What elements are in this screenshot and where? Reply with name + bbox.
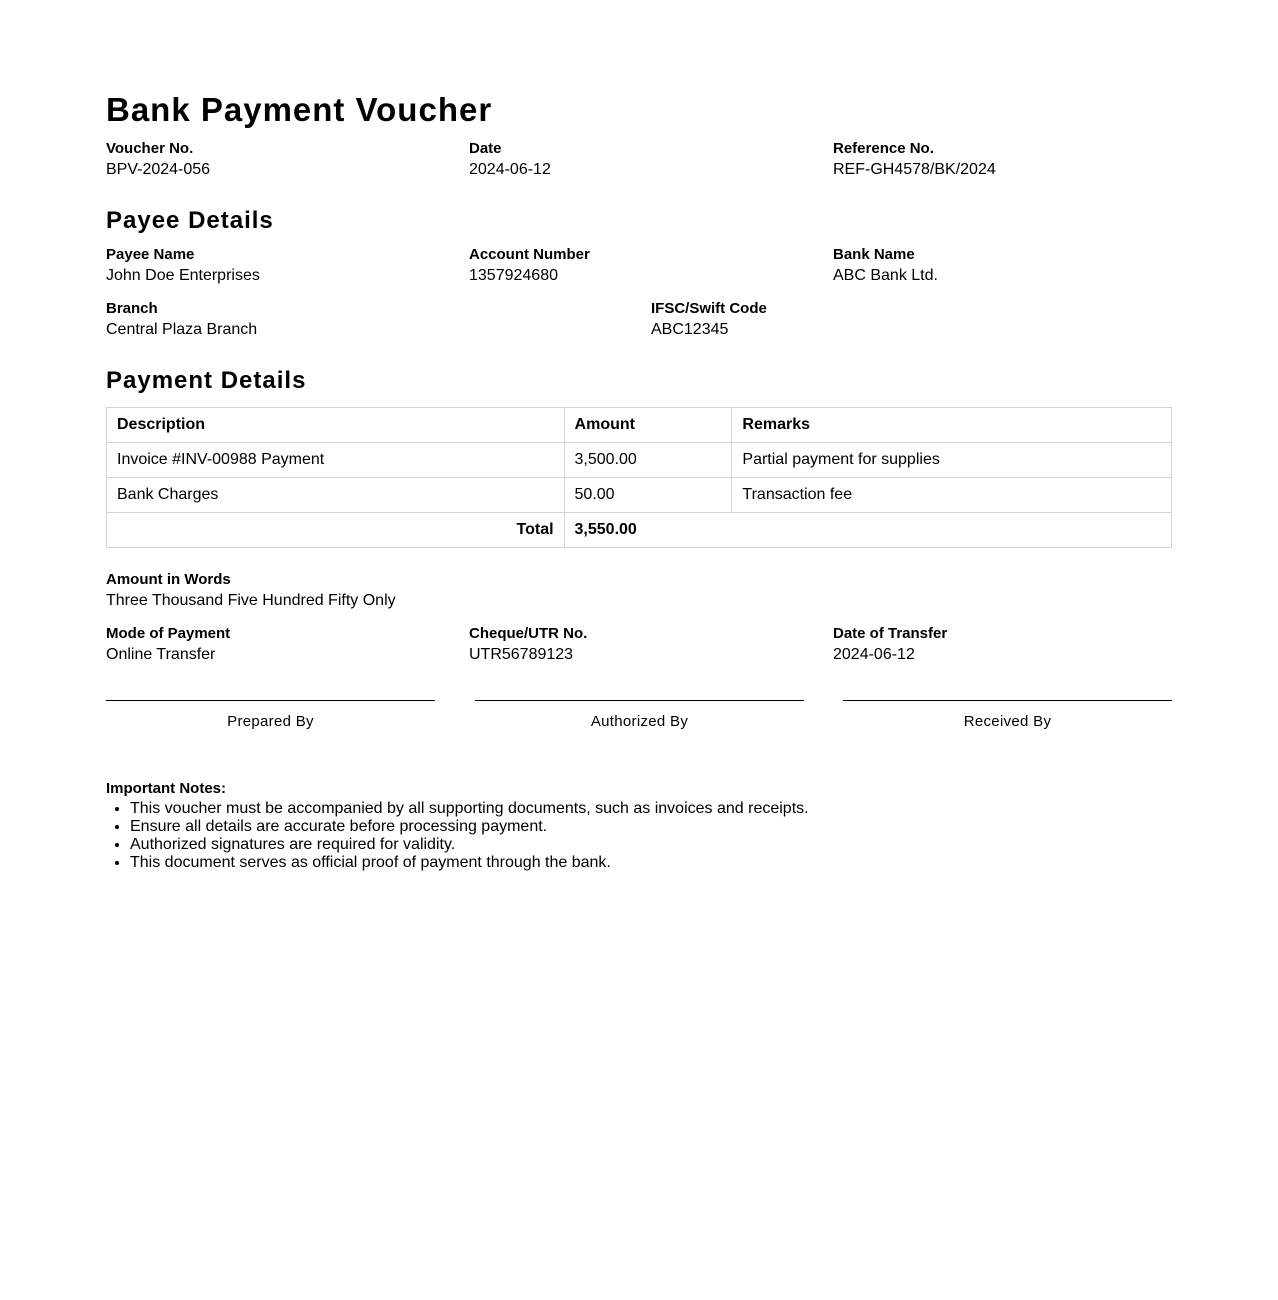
date-label: Date	[469, 140, 502, 157]
important-notes	[106, 780, 1172, 872]
amount-in-words-label: Amount in Words	[106, 571, 231, 588]
signature-prepared-by	[106, 700, 435, 730]
payment-table	[106, 407, 1172, 548]
account-number-field	[469, 246, 590, 287]
ifsc-field	[651, 300, 767, 341]
reference-label: Reference No.	[833, 140, 934, 157]
reference-value: REF-GH4578/BK/2024	[833, 161, 996, 178]
account-number-label: Account Number	[469, 246, 590, 263]
signature-caption: Received By	[963, 713, 1052, 730]
payment-details-heading: Payment Details	[106, 367, 307, 394]
list-item: • This voucher must be accompanied by all supporting documents, such as invoices and receipts.	[130, 800, 1172, 818]
signature-line	[106, 700, 435, 701]
voucher-no-value: BPV-2024-056	[106, 161, 211, 178]
signature-line	[475, 700, 804, 701]
branch-field	[106, 300, 257, 341]
signature-authorized-by	[475, 700, 804, 730]
ifsc-label: IFSC/Swift Code	[651, 300, 767, 317]
notes-title: Important Notes:	[106, 780, 226, 797]
date-value: 2024-06-12	[469, 161, 551, 178]
table-row	[107, 478, 1172, 513]
total-row	[107, 513, 1172, 548]
date-of-transfer-value: 2024-06-12	[833, 646, 915, 663]
page-title: Bank Payment Voucher	[106, 91, 493, 128]
branch-value: Central Plaza Branch	[106, 321, 258, 338]
row-amount: 50.00	[564, 478, 732, 513]
cheque-utr-value: UTR56789123	[469, 646, 574, 663]
account-number-value: 1357924680	[469, 267, 558, 284]
cheque-utr-label: Cheque/UTR No.	[469, 625, 588, 642]
payee-name-value: John Doe Enterprises	[106, 267, 260, 284]
row-description: Invoice #INV-00988 Payment	[107, 443, 565, 478]
bank-name-value: ABC Bank Ltd.	[833, 267, 938, 284]
total-value: 3,550.00	[564, 513, 1171, 548]
signature-caption: Authorized By	[590, 713, 689, 730]
signature-received-by	[843, 700, 1172, 730]
total-label: Total	[107, 513, 565, 548]
column-header-amount: Amount	[564, 408, 732, 443]
table-header-row	[107, 408, 1172, 443]
mode-of-payment-field	[106, 625, 230, 666]
amount-in-words-value: Three Thousand Five Hundred Fifty Only	[106, 592, 396, 609]
column-header-description: Description	[107, 408, 565, 443]
row-amount: 3,500.00	[564, 443, 732, 478]
branch-label: Branch	[106, 300, 158, 317]
cheque-utr-field	[469, 625, 587, 666]
list-item: • Ensure all details are accurate before processing payment.	[130, 818, 1172, 836]
date-of-transfer-label: Date of Transfer	[833, 625, 948, 642]
row-description: Bank Charges	[107, 478, 565, 513]
voucher-no-field	[106, 140, 210, 181]
bank-name-label: Bank Name	[833, 246, 915, 263]
payee-name-field	[106, 246, 260, 287]
mode-of-payment-label: Mode of Payment	[106, 625, 231, 642]
amount-in-words-field	[106, 571, 396, 612]
payee-name-label: Payee Name	[106, 246, 195, 263]
payee-details-heading: Payee Details	[106, 207, 274, 234]
row-remarks: Partial payment for supplies	[732, 443, 1172, 478]
date-of-transfer-field	[833, 625, 947, 666]
list-item: • This document serves as official proof of payment through the bank.	[130, 854, 1172, 872]
date-field	[469, 140, 551, 181]
ifsc-value: ABC12345	[651, 321, 729, 338]
list-item: • Authorized signatures are required for validity.	[130, 836, 1172, 854]
signature-line	[843, 700, 1172, 701]
bank-name-field	[833, 246, 938, 287]
signature-caption: Prepared By	[227, 713, 314, 730]
table-row	[107, 443, 1172, 478]
notes-list	[106, 800, 1172, 872]
reference-field	[833, 140, 996, 181]
column-header-remarks: Remarks	[732, 408, 1172, 443]
voucher-no-label: Voucher No.	[106, 140, 194, 157]
row-remarks: Transaction fee	[732, 478, 1172, 513]
mode-of-payment-value: Online Transfer	[106, 646, 216, 663]
